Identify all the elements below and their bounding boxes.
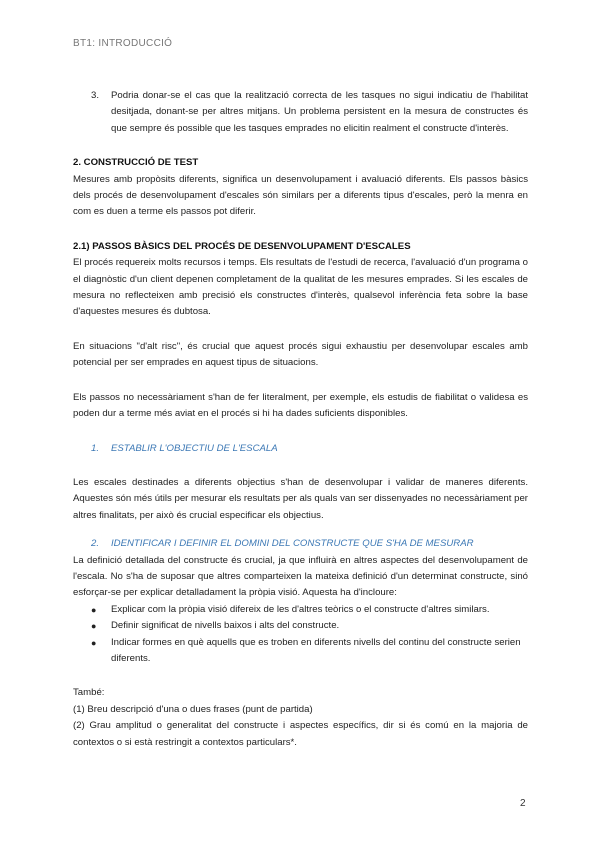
bullet-list bbox=[73, 602, 528, 668]
step-2-heading bbox=[91, 536, 528, 552]
section-2-1-heading: 2.1) PASSOS BÀSICS DEL PROCÉS DE DESENVOLUPAMENT D'ESCALES bbox=[73, 240, 411, 252]
tambe-label: També: bbox=[73, 687, 105, 699]
bullet-icon: ● bbox=[91, 621, 97, 632]
bullet-icon: ● bbox=[91, 604, 97, 615]
step-number: 1. bbox=[91, 442, 100, 454]
item-text: Podria donar-se el cas que la realització correcta de les tasques no sigui indicatiu de l'habilitat desitjada, donant-se per altres mitjans. Un problema persistent en la mesura de constructes és que sempre és possible que les tasques emprades no elicitin realment el constructe d'interès. bbox=[111, 90, 528, 134]
tambe-line-1: (1) Breu descripció d'una o dues frases (punt de partida) bbox=[73, 703, 313, 715]
step-2-paragraph: La definició detallada del constructe és crucial, ja que influirà en altres aspectes del desenvolupament de l'escala. No s'ha de suposar que altres comparteixen la mateixa definició d'un determinat constructe, sinó esforçar-se per explicar detalladament la pròpia visió. Aquesta ha d'incloure: bbox=[73, 554, 528, 599]
list-item: ● Indicar formes en què aquells que es troben en diferents nivells del continu del constructe serien diferents. bbox=[91, 635, 528, 668]
list-item: ● Definir significat de nivells baixos i alts del constructe. bbox=[91, 618, 528, 634]
step-number: 2. bbox=[91, 538, 100, 550]
section-2-1-paragraph-1: El procés requereix molts recursos i temps. Els resultats de l'estudi de recerca, l'avaluació d'un programa o el diagnòstic d'un client depenen completament de la qualitat de les mesures emprades. Si les escales de mesura no reflecteixen amb precisió els constructes d'interès, qualsevol inferència feta sobre la base d'aquestes mesures és dubtosa. bbox=[73, 257, 528, 318]
section-2-1-paragraph-3: Els passos no necessàriament s'han de fer literalment, per exemple, els estudis de fiabilitat o validesa es poden dur a terme més aviat en el procés si hi ha dades suficients disponibles. bbox=[73, 391, 528, 420]
numbered-item-3 bbox=[91, 88, 528, 137]
bullet-icon: ● bbox=[91, 637, 97, 648]
tambe-line-2: (2) Grau amplitud o generalitat del constructe i aspectes específics, dir si és comú en la majoria de contextos o si està restringit a contextos particulars*. bbox=[73, 720, 528, 748]
item-number: 3. bbox=[91, 90, 100, 101]
section-2-1-paragraph-2: En situacions "d'alt risc", és crucial que aquest procés sigui exhaustiu per desenvolupar escales amb potencial per ser emprades en aquest tipus de situacions. bbox=[73, 340, 528, 369]
page-header: BT1: INTRODUCCIÓ bbox=[73, 38, 173, 49]
list-item: ● Explicar com la pròpia visió difereix de les d'altres teòrics o el constructe d'altres similars. bbox=[91, 602, 528, 618]
step-1-heading bbox=[91, 441, 528, 457]
step-title: ESTABLIR L'OBJECTIU DE L'ESCALA bbox=[111, 442, 278, 454]
step-title: IDENTIFICAR I DEFINIR EL DOMINI DEL CONSTRUCTE QUE S'HA DE MESURAR bbox=[111, 538, 474, 550]
page-number: 2 bbox=[520, 798, 526, 809]
section-2-heading: 2. CONSTRUCCIÓ DE TEST bbox=[73, 157, 199, 169]
page-content bbox=[73, 88, 528, 751]
step-1-paragraph: Les escales destinades a diferents objectius s'han de desenvolupar i validar de maneres diferents. Aquestes són més útils per mesurar els resultats per als quals van ser dissenyades no necessàriament per altres finalitats, per això és crucial especificar els objectius. bbox=[73, 476, 528, 521]
section-2-paragraph: Mesures amb propòsits diferents, significa un desenvolupament i avaluació diferents. Els passos bàsics dels procés de desenvolupament d'escales són similars per a diferents tipus d'escales, però la menra en com es duen a terme els passos pot diferir. bbox=[73, 173, 528, 218]
